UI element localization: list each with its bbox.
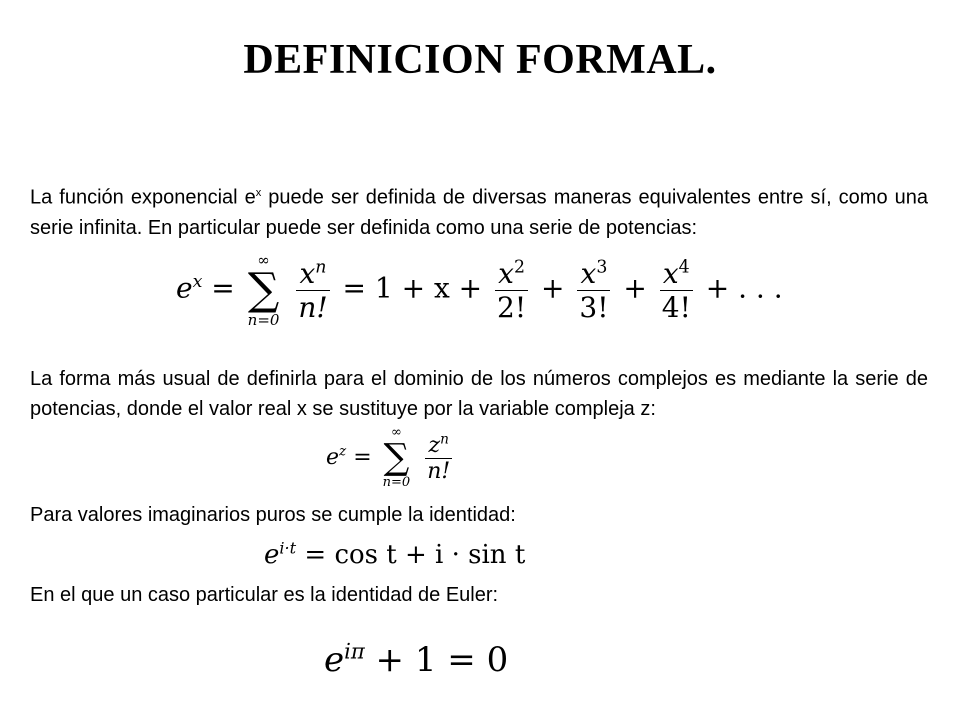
eq3-lhs-exponent: i·t	[279, 538, 297, 558]
eq1-sum-sign: ∑	[247, 264, 280, 315]
eq1-lhs-exponent: x	[192, 272, 203, 293]
eq4-rhs: + 1 = 0	[375, 640, 509, 680]
eq1-t4-base: x	[662, 256, 679, 290]
eq1-fraction-general	[296, 257, 329, 324]
eq1-t3-den: 3!	[579, 290, 609, 324]
paragraph-complex: La forma más usual de definirla para el dominio de los números complejos es mediante la serie de potencias, donde el valor real x se sustituye por la variable compleja z:	[30, 368, 928, 420]
eq1-term-3	[577, 257, 610, 324]
equation-euler-formula	[264, 540, 525, 570]
eq1-frac-den: n!	[298, 290, 328, 324]
paragraph-imaginary: Para valores imaginarios puros se cumple la identidad:	[30, 504, 516, 526]
eq1-term-2	[495, 257, 528, 324]
eq1-sum-upper: ∞	[257, 251, 270, 269]
eq1-t3-base: x	[580, 256, 597, 290]
eq3-lhs-base: e	[264, 540, 280, 570]
equation-euler-identity	[324, 640, 508, 680]
eq2-summation	[383, 426, 411, 490]
page-title: DEFINICION FORMAL.	[243, 37, 717, 83]
eq2-lhs-base: e	[326, 445, 340, 470]
eq1-term-4	[660, 257, 693, 324]
equation-complex-series	[326, 426, 456, 490]
eq1-equals: =	[211, 271, 235, 305]
intro-superscript: x	[255, 187, 262, 199]
eq1-t4-den: 4!	[661, 290, 691, 324]
equation-exponential-series	[176, 252, 783, 328]
eq1-expansion-start: = 1 + x +	[342, 271, 483, 305]
eq1-sum-lower: n=0	[247, 311, 280, 329]
eq2-den: n!	[427, 458, 451, 484]
eq2-equals: =	[353, 445, 372, 470]
eq4-lhs-exponent: iπ	[344, 638, 365, 664]
eq1-t2-den: 2!	[497, 290, 527, 324]
eq1-t4-exp: 4	[678, 257, 690, 278]
eq1-plus-1: +	[541, 271, 565, 305]
eq1-t2-base: x	[498, 256, 514, 290]
eq4-lhs-base: e	[324, 640, 345, 680]
eq1-frac-num-base: x	[299, 256, 316, 290]
eq2-num-exp: n	[440, 431, 449, 448]
eq2-sum-upper: ∞	[391, 425, 402, 440]
eq1-t2-exp: 2	[513, 257, 525, 278]
paragraph-euler: En el que un caso particular es la identidad de Euler:	[30, 584, 499, 606]
eq1-frac-num-exp: n	[315, 257, 327, 278]
eq2-num-base: z	[428, 432, 441, 458]
paragraph-intro	[30, 178, 928, 243]
eq1-lhs-base: e	[176, 271, 193, 305]
eq1-tail: + . . .	[705, 271, 783, 305]
eq2-lhs-exponent: z	[339, 443, 347, 460]
eq2-sum-sign: ∑	[383, 437, 410, 478]
eq1-summation	[248, 252, 280, 328]
eq1-plus-2: +	[623, 271, 647, 305]
intro-text-end: puede ser definida de diversas maneras equivalentes entre sí, como una serie infinita. En particular puede ser definida como una serie de potencias:	[30, 186, 929, 239]
eq3-rhs: = cos t + i · sin t	[304, 540, 526, 570]
eq1-t3-exp: 3	[596, 257, 608, 278]
eq2-fraction	[425, 433, 452, 484]
eq2-sum-lower: n=0	[382, 475, 411, 490]
intro-text-start: La función exponencial e	[30, 186, 256, 209]
